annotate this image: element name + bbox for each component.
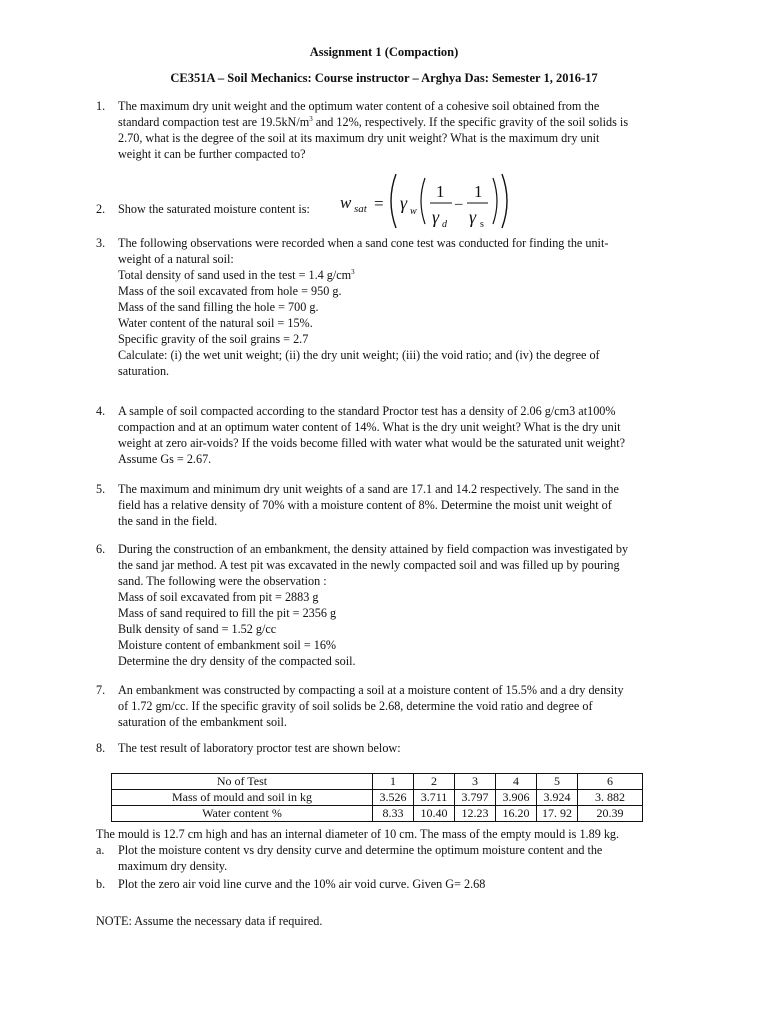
saturated-moisture-formula <box>338 170 518 232</box>
formula-equals: = <box>374 194 384 213</box>
question-text: A sample of soil compacted according to the standard Proctor test has a density of 2.06 g/cm3 at100% <box>118 404 616 418</box>
table-cell: 2 <box>414 774 455 790</box>
table-header-cell: Mass of mould and soil in kg <box>112 790 373 806</box>
mould-note: The mould is 12.7 cm high and has an internal diameter of 10 cm. The mass of the empty mould is 1.89 kg. <box>96 827 620 841</box>
question-text: saturation of the embankment soil. <box>118 715 287 729</box>
table-cell: 3. 882 <box>578 790 643 806</box>
question-text: Mass of the sand filling the hole = 700 g. <box>118 300 319 314</box>
question-text: saturation. <box>118 364 170 378</box>
question-text: Mass of sand required to fill the pit = 2356 g <box>118 606 337 620</box>
table-cell: 3.924 <box>537 790 578 806</box>
gamma-s: γ <box>469 207 477 227</box>
table-cell: 20.39 <box>578 806 643 822</box>
question-text: The following observations were recorded when a sand cone test was conducted for finding the unit- <box>118 236 609 250</box>
subquestion-text: Plot the moisture content vs dry density curve and determine the optimum moisture content and the <box>118 843 603 857</box>
gamma-s-sub: s <box>480 219 484 230</box>
question-text: weight at zero air-voids? If the voids become filled with water what would be the saturated unit weight? <box>118 436 626 450</box>
question-1 <box>96 98 694 162</box>
question-text: During the construction of an embankment, the density attained by field compaction was investigated by <box>118 542 629 556</box>
question-text: the sand jar method. A test pit was excavated in the newly compacted soil and was filled up by pouring <box>118 558 620 572</box>
course-subtitle: CE351A – Soil Mechanics: Course instructor – Arghya Das: Semester 1, 2016-17 <box>170 71 598 85</box>
question-text: sand. The following were the observation : <box>118 574 327 588</box>
question-number: 4. <box>96 404 106 418</box>
question-text: An embankment was constructed by compacting a soil at a moisture content of 15.5% and a dry density <box>118 683 624 697</box>
left-outer-paren <box>391 174 396 228</box>
table-cell: 12.23 <box>455 806 496 822</box>
table-row <box>112 774 643 790</box>
question-5 <box>96 481 694 529</box>
table-cell: 4 <box>496 774 537 790</box>
gamma-d-sub: d <box>442 219 447 230</box>
table-cell: 3.797 <box>455 790 496 806</box>
note-text: NOTE: Assume the necessary data if required. <box>96 914 323 928</box>
formula-minus: – <box>455 196 463 212</box>
question-text: field has a relative density of 70% with a moisture content of 8%. Determine the moist unit weight of <box>118 498 612 512</box>
numerator-1: 1 <box>436 182 445 201</box>
question-text: Calculate: (i) the wet unit weight; (ii) the dry unit weight; (iii) the void ratio; and (iv) the degree of <box>118 348 600 362</box>
table-cell: 16.20 <box>496 806 537 822</box>
subquestion-text: Plot the zero air void line curve and the 10% air void curve. Given G= 2.68 <box>118 877 486 891</box>
question-text: Show the saturated moisture content is: <box>118 202 310 216</box>
question-text: 2.70, what is the degree of the soil at its maximum dry unit weight? What is the maximum dry unit <box>118 131 600 145</box>
question-number: 6. <box>96 542 106 556</box>
question-text: Bulk density of sand = 1.52 g/cc <box>118 622 277 636</box>
formula-lhs-sub: sat <box>354 203 367 215</box>
question-number: 7. <box>96 683 106 697</box>
subquestion-label: a. <box>96 843 105 857</box>
table-cell: 6 <box>578 774 643 790</box>
gamma-w-sub: w <box>410 206 417 217</box>
question-text: Mass of the soil excavated from hole = 950 g. <box>118 284 342 298</box>
table-cell: 3.711 <box>414 790 455 806</box>
question-text: of 1.72 gm/cc. If the specific gravity of soil solids be 2.68, determine the void ratio and degree of <box>118 699 593 713</box>
right-outer-paren <box>502 174 507 228</box>
question-text: Water content of the natural soil = 15%. <box>118 316 313 330</box>
question-text: Total density of sand used in the test = 1.4 $g/cm^3$ <box>118 267 355 282</box>
table-row <box>112 806 643 822</box>
question-text: Assume Gs = 2.67. <box>118 452 212 466</box>
right-inner-paren <box>493 178 497 224</box>
question-text: The test result of laboratory proctor test are shown below: <box>118 741 401 755</box>
numerator-2: 1 <box>474 182 483 201</box>
subquestion-a <box>96 842 696 874</box>
question-text: the sand in the field. <box>118 514 218 528</box>
question-number: 8. <box>96 741 106 755</box>
subquestion-label: b. <box>96 877 106 891</box>
question-7 <box>96 682 694 730</box>
question-number: 5. <box>96 482 106 496</box>
table-cell: 3 <box>455 774 496 790</box>
table-cell: 3.906 <box>496 790 537 806</box>
question-text: The maximum and minimum dry unit weights of a sand are 17.1 and 14.2 respectively. The sand in the <box>118 482 619 496</box>
table-cell: 3.526 <box>373 790 414 806</box>
table-row <box>112 790 643 806</box>
question-text: weight of a natural soil: <box>118 252 234 266</box>
gamma-w: γ <box>400 193 408 213</box>
question-text: Specific gravity of the soil grains = 2.7 <box>118 332 309 346</box>
table-cell: 1 <box>373 774 414 790</box>
question-text: The maximum dry unit weight and the optimum water content of a cohesive soil obtained from the <box>118 99 600 113</box>
table-cell: 8.33 <box>373 806 414 822</box>
gamma-d: γ <box>432 207 440 227</box>
question-text: weight it can be further compacted to? <box>118 147 306 161</box>
proctor-test-table <box>111 773 643 822</box>
question-8 <box>96 740 694 756</box>
subquestion-b <box>96 876 696 892</box>
table-cell: 17. 92 <box>537 806 578 822</box>
table-cell: 5 <box>537 774 578 790</box>
question-number: 1. <box>96 99 106 113</box>
question-number: 2. <box>96 202 106 216</box>
left-inner-paren <box>421 178 425 224</box>
assignment-title: Assignment 1 (Compaction) <box>309 45 459 59</box>
question-text: standard compaction test are $19.5kN/m^3$ and 12%, respectively. If the specific gravity of the soil solids is <box>118 114 629 129</box>
table-header-cell: Water content % <box>112 806 373 822</box>
table-cell: 10.40 <box>414 806 455 822</box>
question-4 <box>96 403 694 467</box>
table-header-cell: No of Test <box>112 774 373 790</box>
question-text: Mass of soil excavated from pit = 2883 g <box>118 590 319 604</box>
question-number: 3. <box>96 236 106 250</box>
question-3 <box>96 235 694 379</box>
question-text: Moisture content of embankment soil = 16% <box>118 638 337 652</box>
question-6 <box>96 541 694 669</box>
question-text: compaction and at an optimum water content of 14%. What is the dry unit weight? What is the dry unit <box>118 420 621 434</box>
question-text: Determine the dry density of the compacted soil. <box>118 654 356 668</box>
subquestion-text: maximum dry density. <box>118 859 228 873</box>
formula-lhs: w <box>340 193 352 212</box>
